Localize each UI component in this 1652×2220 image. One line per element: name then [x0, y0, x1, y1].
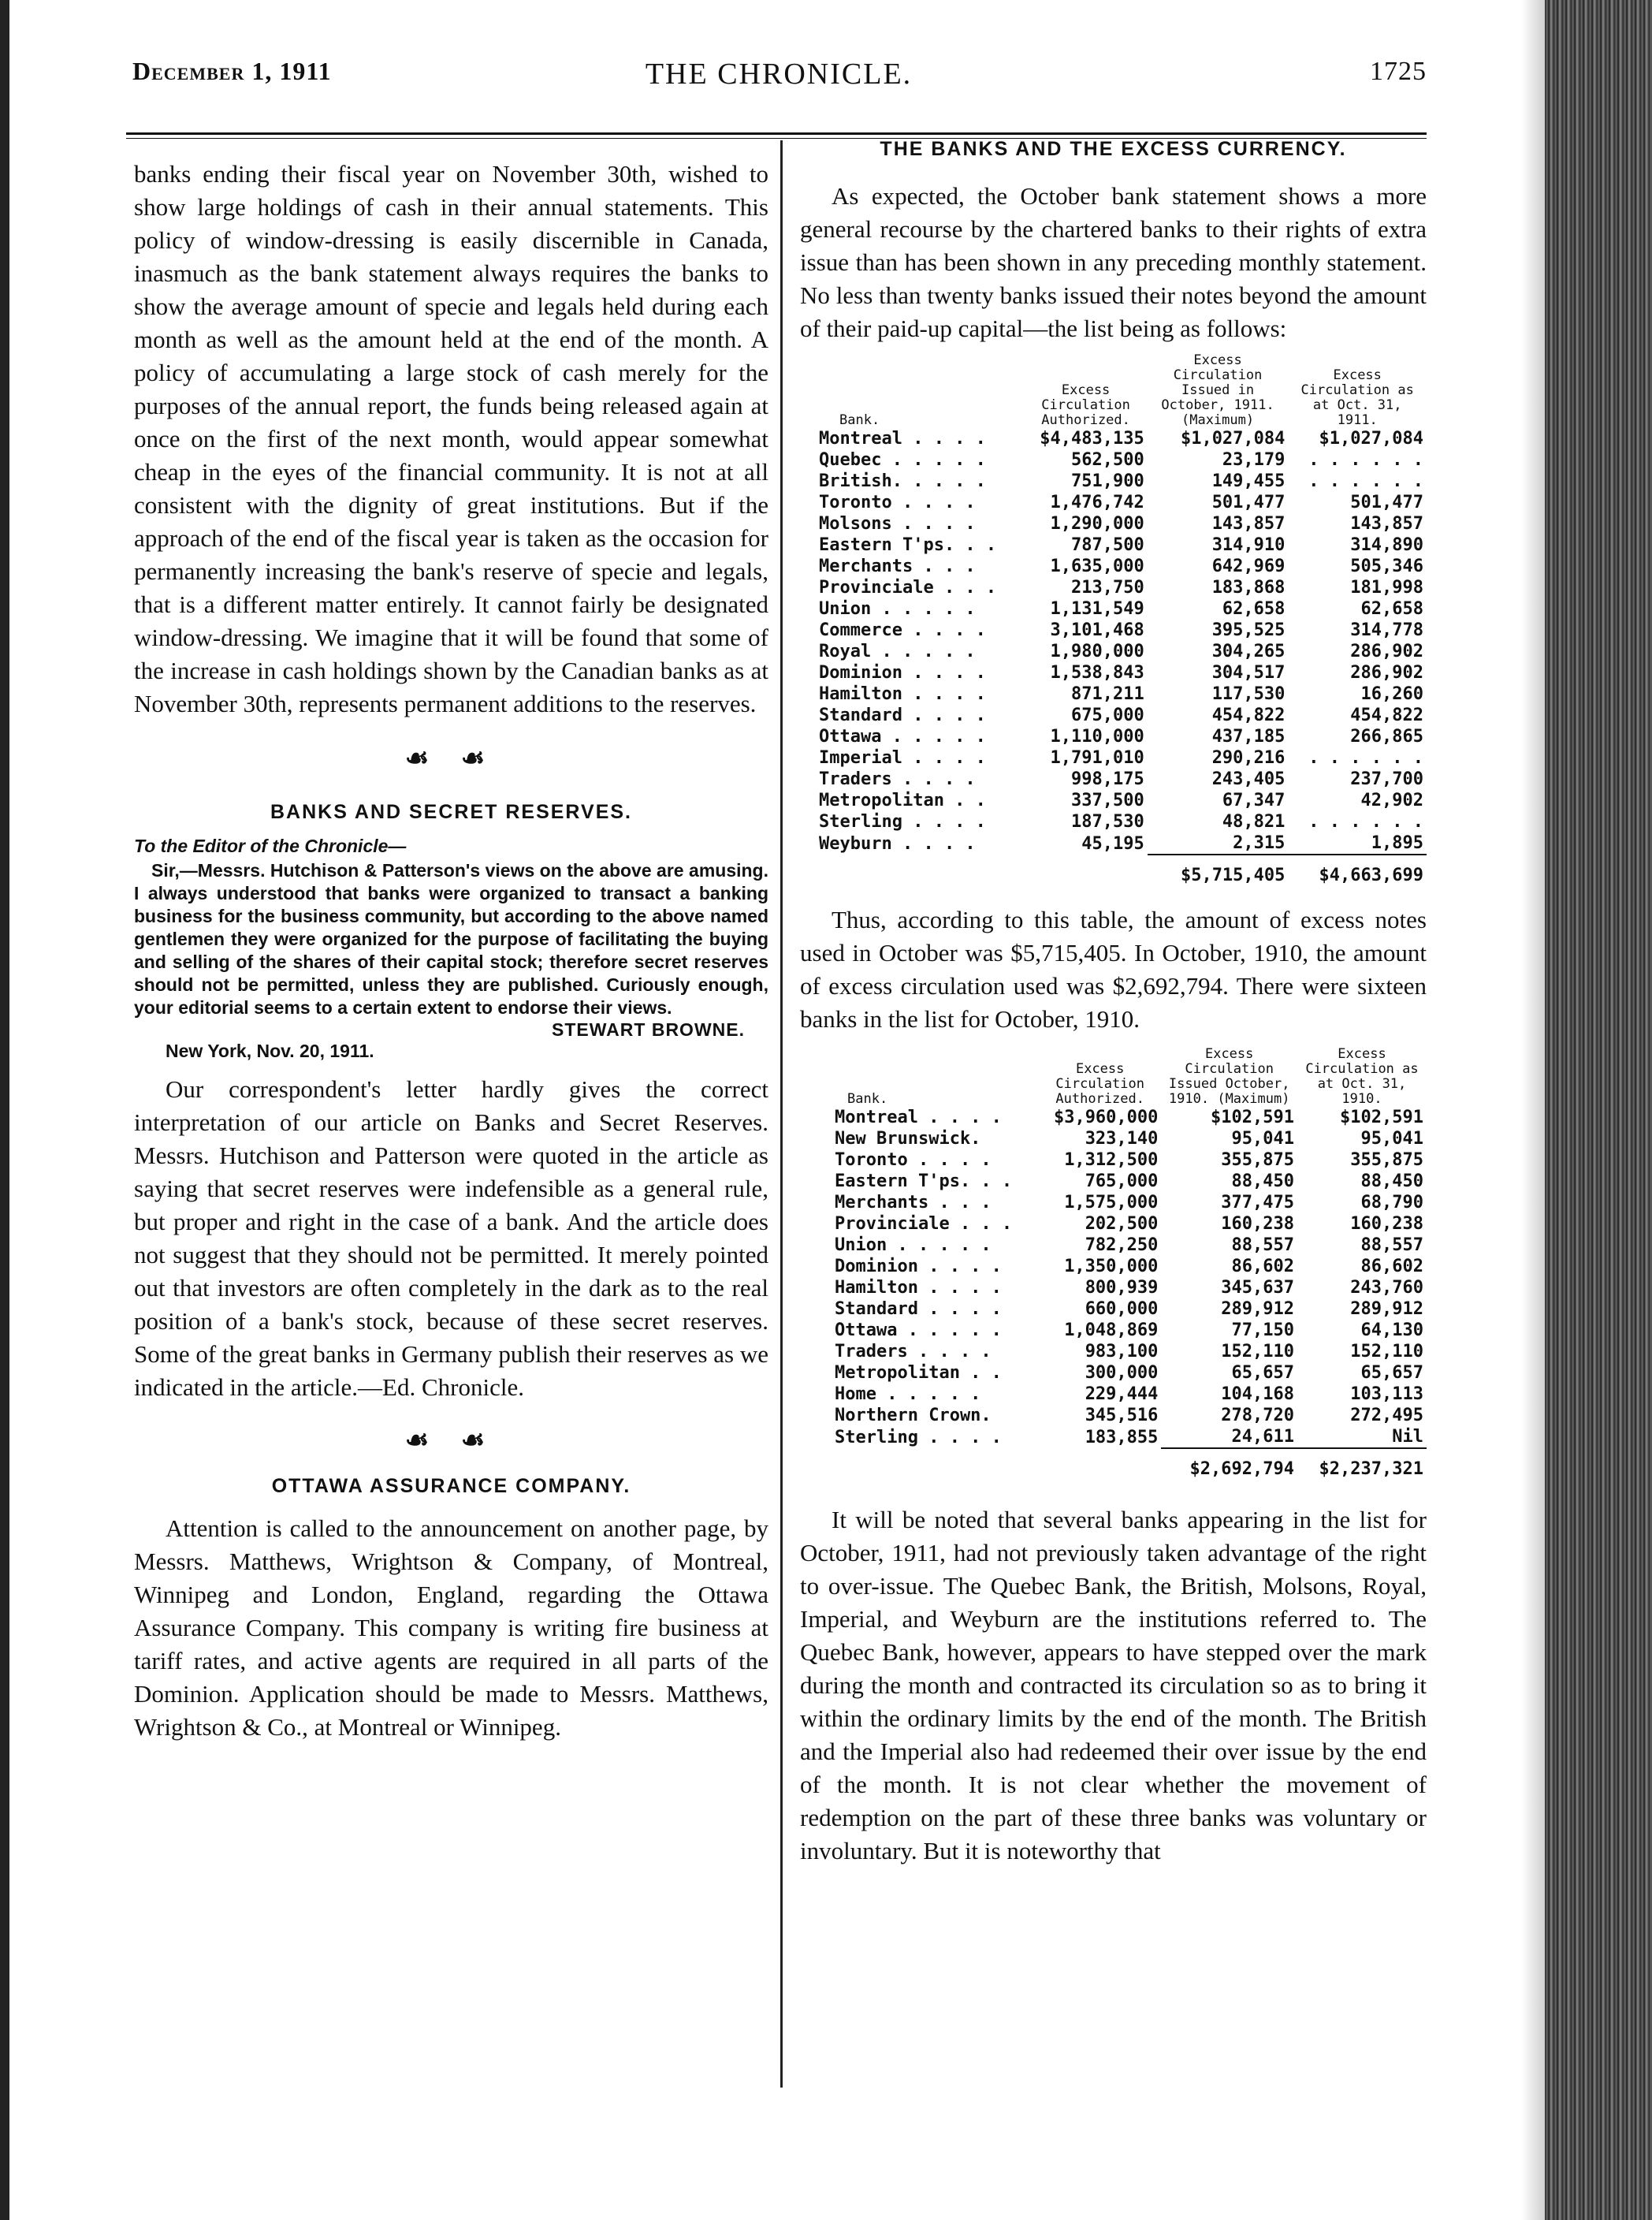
- totals-label-cell: [832, 1448, 1039, 1480]
- bank-name-cell: Ottawa . . . . .: [819, 727, 986, 747]
- bank-name-cell: British. . . . .: [819, 471, 986, 491]
- page-gutter-shadow: [1521, 0, 1545, 2220]
- amount-cell: 983,100: [1085, 1342, 1159, 1361]
- bank-name-cell: Toronto . . . .: [819, 493, 976, 512]
- amount-cell: 345,516: [1085, 1406, 1159, 1425]
- table-1911: [816, 353, 1427, 886]
- table-row: [832, 1320, 1427, 1341]
- amount-cell: 88,450: [1231, 1171, 1294, 1191]
- ornament: ☙ ☙: [404, 744, 498, 773]
- bank-name-cell: Metropolitan . .: [819, 791, 986, 810]
- bank-name-cell: Eastern T'ps. . .: [835, 1171, 1013, 1191]
- amount-cell: 314,778: [1350, 620, 1423, 640]
- amount-cell: 42,902: [1360, 791, 1423, 810]
- table-row: [816, 471, 1427, 492]
- amount-cell: 454,822: [1211, 706, 1286, 725]
- bank-name-cell: Union . . . . .: [819, 599, 976, 619]
- table-row: [816, 811, 1427, 832]
- totals-row: [832, 1448, 1427, 1480]
- table-header-row: [832, 1047, 1427, 1107]
- table-row: [816, 790, 1427, 811]
- amount-cell: 501,477: [1211, 493, 1286, 512]
- bank-name-cell: Traders . . . .: [819, 769, 976, 789]
- right-column: [800, 138, 1427, 1868]
- totals-label-cell: [816, 855, 1024, 886]
- bank-name-cell: Metropolitan . .: [835, 1363, 1002, 1383]
- table-row: [832, 1384, 1427, 1405]
- amount-cell: 45,195: [1081, 833, 1144, 854]
- amount-cell: 187,530: [1070, 812, 1144, 832]
- bank-name-cell: Ottawa . . . . .: [835, 1320, 1002, 1340]
- amount-cell: 160,238: [1350, 1214, 1423, 1234]
- table-row: [816, 428, 1427, 449]
- column-divider: [780, 140, 783, 2088]
- amount-cell: 675,000: [1070, 706, 1144, 725]
- amount-cell: 160,238: [1221, 1214, 1294, 1234]
- amount-cell: 395,525: [1211, 620, 1286, 640]
- table-row: [816, 492, 1427, 513]
- amount-cell: 1,791,010: [1050, 748, 1144, 768]
- amount-cell: 88,557: [1360, 1235, 1423, 1255]
- amount-cell: 65,657: [1231, 1363, 1294, 1383]
- total-amount-cell: [1039, 1448, 1161, 1480]
- amount-cell: $102,591: [1340, 1108, 1423, 1127]
- amount-cell: 243,405: [1211, 769, 1286, 789]
- table-row: [832, 1298, 1427, 1320]
- totals-row: [816, 855, 1427, 886]
- amount-cell: 505,346: [1350, 557, 1423, 576]
- table-row: [816, 747, 1427, 769]
- table-1910: [832, 1047, 1427, 1480]
- amount-cell: 2,315: [1233, 833, 1286, 853]
- table-row: [816, 598, 1427, 620]
- amount-cell: 65,657: [1360, 1363, 1423, 1383]
- table-row: [832, 1426, 1427, 1448]
- amount-cell: 243,760: [1350, 1278, 1423, 1298]
- amount-cell: 787,500: [1070, 535, 1144, 555]
- table-row: [816, 620, 1427, 641]
- bank-name-cell: Northern Crown.: [835, 1406, 992, 1425]
- letter-salutation: To the Editor of the Chronicle—: [134, 836, 407, 856]
- amount-cell: 67,347: [1222, 791, 1286, 810]
- section-title-ottawa: OTTAWA ASSURANCE COMPANY.: [271, 1475, 631, 1497]
- intro-paragraph: banks ending their fiscal year on November 30th, wished to show large holdings of cash in their annual statements. This policy of window-dressing is easily discernible in Canada, inasmuch as the bank statement always requires the banks to show the average amount of specie and legals held during each month as well as the amount held at the end of the month. A policy of accumulating a large stock of cash merely for the purposes of the annual report, the funds being released again at once on the first of the next month, would appear somewhat cheap in the eyes of the financial community. It is not at all consistent with the dignity of great institutions. But if the approach of the end of the fiscal year is taken as the occasion for permanently increasing the bank's reserve of specie and legals, that is a different matter entirely. It cannot fairly be designated window-dressing. We imagine that it will be found that some of the increase in cash holdings shown by the Canadian banks as at November 30th, represents permanent additions to the reserves.: [134, 160, 768, 717]
- table-row: [832, 1341, 1427, 1362]
- amount-cell: 77,150: [1231, 1320, 1294, 1340]
- bank-name-cell: Home . . . . .: [835, 1384, 981, 1404]
- bank-name-cell: Merchants . . .: [819, 557, 976, 576]
- amount-cell: 642,969: [1211, 557, 1286, 576]
- table-row: [832, 1405, 1427, 1426]
- bank-name-cell: Merchants . . .: [835, 1193, 992, 1212]
- amount-cell: 337,500: [1070, 791, 1144, 810]
- amount-cell: 88,557: [1231, 1235, 1294, 1255]
- bank-name-cell: Traders . . . .: [835, 1342, 992, 1361]
- amount-cell: 871,211: [1070, 684, 1144, 704]
- bank-name-cell: Weyburn . . . .: [819, 833, 976, 854]
- amount-cell: $1,027,084: [1319, 429, 1423, 449]
- table-row: [816, 662, 1427, 684]
- amount-cell: 562,500: [1070, 450, 1144, 470]
- amount-cell: 1,312,500: [1064, 1150, 1159, 1170]
- amount-cell: 88,450: [1360, 1171, 1423, 1191]
- table-row: [816, 513, 1427, 535]
- bank-name-cell: Standard . . . .: [835, 1299, 1002, 1319]
- amount-cell: 23,179: [1222, 450, 1286, 470]
- table-row: [816, 449, 1427, 471]
- amount-cell: 1,048,869: [1064, 1320, 1159, 1340]
- section-title-excess-currency: THE BANKS AND THE EXCESS CURRENCY.: [880, 138, 1347, 160]
- amount-cell: 16,260: [1360, 684, 1423, 704]
- bank-name-cell: Provinciale . . .: [819, 578, 997, 598]
- col-header-issued: Excess Circulation Issued October, 1910. (Maximum): [1168, 1046, 1290, 1107]
- amount-cell: 660,000: [1085, 1299, 1159, 1319]
- amount-cell: 437,185: [1211, 727, 1286, 747]
- amount-cell: 314,890: [1350, 535, 1423, 555]
- amount-cell: 64,130: [1360, 1320, 1423, 1340]
- bank-name-cell: Eastern T'ps. . .: [819, 535, 997, 555]
- amount-cell: Nil: [1392, 1427, 1423, 1447]
- amount-cell: 304,265: [1211, 642, 1286, 661]
- bank-name-cell: Dominion . . . .: [835, 1257, 1002, 1276]
- amount-cell: 62,658: [1360, 599, 1423, 619]
- amount-cell: 998,175: [1070, 769, 1144, 789]
- amount-cell: 377,475: [1221, 1193, 1294, 1212]
- amount-cell: 266,865: [1350, 727, 1423, 747]
- paragraph-2: Thus, according to this table, the amount of excess notes used in October was $5,715,405. In October, 1910, the amount of excess circulation used was $2,692,794. There were sixteen banks in the list for October, 1910.: [800, 906, 1427, 1033]
- amount-cell: 149,455: [1211, 471, 1286, 491]
- amount-cell: 1,980,000: [1050, 642, 1144, 661]
- amount-cell: 95,041: [1360, 1129, 1423, 1149]
- paragraph-3: It will be noted that several banks appearing in the list for October, 1911, had not previously taken advantage of the right to over-issue. The Quebec Bank, the British, Molsons, Royal, Imperial, and Weyburn are the institutions referred to. The Quebec Bank, however, appears to have stepped over the mark during the month and contracted its circulation so as to bring it within the ordinary limits by the end of the month. The British and the Imperial also had redeemed their over issue by the end of the month. It is not clear whether the movement of redemption on the part of these three banks was voluntary or involuntary. But it is noteworthy that: [800, 1506, 1427, 1864]
- amount-cell: 1,131,549: [1050, 599, 1144, 619]
- amount-cell: 24,611: [1231, 1427, 1294, 1447]
- amount-cell: 1,575,000: [1064, 1193, 1159, 1212]
- table-row: [832, 1107, 1427, 1128]
- amount-cell: 782,250: [1085, 1235, 1159, 1255]
- total-amount-cell: $5,715,405: [1148, 855, 1289, 886]
- amount-cell: 300,000: [1085, 1363, 1159, 1383]
- amount-cell: 181,998: [1350, 578, 1423, 598]
- table-row: [832, 1213, 1427, 1235]
- table-row: [816, 705, 1427, 726]
- amount-cell: 454,822: [1350, 706, 1423, 725]
- amount-cell: 183,855: [1085, 1427, 1159, 1447]
- bank-name-cell: Dominion . . . .: [819, 663, 986, 683]
- table-row: [816, 769, 1427, 790]
- amount-cell: 1,895: [1371, 833, 1423, 853]
- table-body: [832, 1107, 1427, 1480]
- bank-name-cell: Standard . . . .: [819, 706, 986, 725]
- letter-signature: STEWART BROWNE.: [552, 1019, 745, 1040]
- bank-name-cell: Union . . . . .: [835, 1235, 992, 1255]
- bank-name-cell: Quebec . . . . .: [819, 450, 986, 470]
- total-amount-cell: $4,663,699: [1288, 855, 1427, 886]
- amount-cell: 314,910: [1211, 535, 1286, 555]
- col-header-authorized: Excess Circulation Authorized.: [1041, 382, 1130, 428]
- table-row: [832, 1128, 1427, 1149]
- total-amount-cell: $2,692,794: [1161, 1448, 1297, 1480]
- total-amount-cell: $2,237,321: [1297, 1448, 1427, 1480]
- amount-cell: 1,290,000: [1050, 514, 1144, 534]
- letter-body: Sir,—Messrs. Hutchison & Patterson's views on the above are amusing. I always understood that banks were organized to transact a banking business for the business community, but according to the above named gentlemen they were organized for the purpose of facilitating the buying and selling of the shares of their capital stock; therefore secret reserves should not be permitted, unless they are published. Curiously enough, your editorial seems to a certain extent to endorse their views.: [134, 860, 768, 1018]
- col-header-bank: Bank.: [839, 412, 880, 428]
- table-row: [816, 726, 1427, 747]
- table-body: [816, 428, 1427, 886]
- amount-cell: 355,875: [1350, 1150, 1423, 1170]
- page-number: 1725: [1370, 57, 1427, 86]
- amount-cell: 355,875: [1221, 1150, 1294, 1170]
- amount-cell: 323,140: [1085, 1129, 1159, 1149]
- amount-cell: 86,602: [1360, 1257, 1423, 1276]
- table-row: [832, 1171, 1427, 1192]
- table-row: [832, 1362, 1427, 1384]
- total-amount-cell: [1024, 855, 1147, 886]
- amount-cell: 289,912: [1221, 1299, 1294, 1319]
- amount-cell: 1,635,000: [1050, 557, 1144, 576]
- amount-cell: . . . . . .: [1308, 812, 1423, 832]
- section-title-secret-reserves: BANKS AND SECRET RESERVES.: [270, 801, 633, 823]
- bank-name-cell: Sterling . . . .: [835, 1427, 1002, 1447]
- amount-cell: 117,530: [1211, 684, 1286, 704]
- bank-name-cell: Hamilton . . . .: [835, 1278, 1002, 1298]
- amount-cell: $102,591: [1211, 1108, 1294, 1127]
- col-header-bank: Bank.: [847, 1091, 888, 1107]
- amount-cell: 290,216: [1211, 748, 1286, 768]
- table-row: [832, 1256, 1427, 1277]
- bank-name-cell: Provinciale . . .: [835, 1214, 1013, 1234]
- amount-cell: 501,477: [1350, 493, 1423, 512]
- scan-left-edge: [0, 0, 9, 2220]
- table-header-row: [816, 353, 1427, 428]
- amount-cell: . . . . . .: [1308, 748, 1423, 768]
- col-header-issued: Excess Circulation Issued in October, 1911. (Maximum): [1161, 352, 1274, 428]
- amount-cell: 86,602: [1231, 1257, 1294, 1276]
- amount-cell: . . . . . .: [1308, 471, 1423, 491]
- amount-cell: 1,476,742: [1050, 493, 1144, 512]
- col-header-as-at: Excess Circulation as at Oct. 31, 1910.: [1305, 1046, 1419, 1107]
- amount-cell: 68,790: [1360, 1193, 1423, 1212]
- bank-name-cell: Sterling . . . .: [819, 812, 986, 832]
- table-row: [832, 1192, 1427, 1213]
- ornament-2: ☙ ☙: [404, 1426, 498, 1455]
- amount-cell: 3,101,468: [1050, 620, 1144, 640]
- bank-name-cell: Royal . . . . .: [819, 642, 976, 661]
- header-date: December 1, 1911: [132, 57, 332, 85]
- amount-cell: 1,110,000: [1050, 727, 1144, 747]
- bank-name-cell: Hamilton . . . .: [819, 684, 986, 704]
- amount-cell: 765,000: [1085, 1171, 1159, 1191]
- amount-cell: 143,857: [1211, 514, 1286, 534]
- amount-cell: 304,517: [1211, 663, 1286, 683]
- left-column: [134, 158, 768, 1744]
- amount-cell: $4,483,135: [1040, 429, 1144, 449]
- reply-paragraph: Our correspondent's letter hardly gives the correct interpretation of our article on Banks and Secret Reserves. Messrs. Hutchison and Patterson were quoted in the article as saying that secret reserves were indefensible as a general rule, but proper and right in the case of a bank. And the article does not suggest that they should not be permitted. It merely pointed out that investors are often completely in the dark as to the real position of a bank's stock, because of these secret reserves. Some of the great banks in Germany publish their reserves as we indicated in the article.—Ed. Chronicle.: [134, 1075, 768, 1401]
- bank-name-cell: Commerce . . . .: [819, 620, 986, 640]
- table-row: [816, 556, 1427, 577]
- amount-cell: 202,500: [1085, 1214, 1159, 1234]
- bank-name-cell: Toronto . . . .: [835, 1150, 992, 1170]
- amount-cell: 103,113: [1350, 1384, 1423, 1404]
- bank-name-cell: New Brunswick.: [835, 1129, 981, 1149]
- table-row: [816, 684, 1427, 705]
- amount-cell: 237,700: [1350, 769, 1423, 789]
- ottawa-paragraph: Attention is called to the announcement on another page, by Messrs. Matthews, Wrightson & Company, of Montreal, Winnipeg and London, England, regarding the Ottawa Assurance Company. This company is writing fire business at tariff rates, and active agents are required in all parts of the Dominion. Application should be made to Messrs. Matthews, Wrightson & Co., at Montreal or Winnipeg.: [134, 1514, 768, 1741]
- amount-cell: 48,821: [1222, 812, 1286, 832]
- header-title: THE CHRONICLE.: [645, 58, 913, 91]
- book-page-edges: [1545, 0, 1652, 2220]
- amount-cell: 286,902: [1350, 642, 1423, 661]
- amount-cell: 345,637: [1221, 1278, 1294, 1298]
- bank-name-cell: Montreal . . . .: [819, 429, 986, 449]
- amount-cell: 1,350,000: [1064, 1257, 1159, 1276]
- amount-cell: 278,720: [1221, 1406, 1294, 1425]
- table-row: [816, 641, 1427, 662]
- amount-cell: 152,110: [1221, 1342, 1294, 1361]
- bank-name-cell: Imperial . . . .: [819, 748, 986, 768]
- amount-cell: 272,495: [1350, 1406, 1423, 1425]
- amount-cell: 213,750: [1070, 578, 1144, 598]
- table-row: [816, 577, 1427, 598]
- amount-cell: 1,538,843: [1050, 663, 1144, 683]
- amount-cell: $3,960,000: [1053, 1108, 1159, 1127]
- amount-cell: 152,110: [1350, 1342, 1423, 1361]
- table-row: [832, 1277, 1427, 1298]
- table-row: [816, 832, 1427, 855]
- paragraph-1: As expected, the October bank statement shows a more general recourse by the chartered banks to their rights of extra issue than has been shown in any preceding monthly statement. No less than twenty banks issued their notes beyond the amount of their paid-up capital—the list being as follows:: [800, 182, 1427, 342]
- amount-cell: . . . . . .: [1308, 450, 1423, 470]
- letter-dateline: New York, Nov. 20, 1911.: [166, 1041, 374, 1061]
- amount-cell: 229,444: [1085, 1384, 1159, 1404]
- amount-cell: 751,900: [1070, 471, 1144, 491]
- amount-cell: 183,868: [1211, 578, 1286, 598]
- table-row: [816, 535, 1427, 556]
- amount-cell: 800,939: [1085, 1278, 1159, 1298]
- amount-cell: 143,857: [1350, 514, 1423, 534]
- amount-cell: 289,912: [1350, 1299, 1423, 1319]
- amount-cell: 62,658: [1222, 599, 1286, 619]
- table-row: [832, 1235, 1427, 1256]
- amount-cell: 286,902: [1350, 663, 1423, 683]
- col-header-as-at: Excess Circulation as at Oct. 31, 1911.: [1300, 367, 1414, 428]
- col-header-authorized: Excess Circulation Authorized.: [1055, 1061, 1144, 1107]
- amount-cell: 95,041: [1231, 1129, 1294, 1149]
- bank-name-cell: Montreal . . . .: [835, 1108, 1002, 1127]
- amount-cell: 104,168: [1221, 1384, 1294, 1404]
- bank-name-cell: Molsons . . . .: [819, 514, 976, 534]
- table-row: [832, 1149, 1427, 1171]
- amount-cell: $1,027,084: [1180, 429, 1286, 449]
